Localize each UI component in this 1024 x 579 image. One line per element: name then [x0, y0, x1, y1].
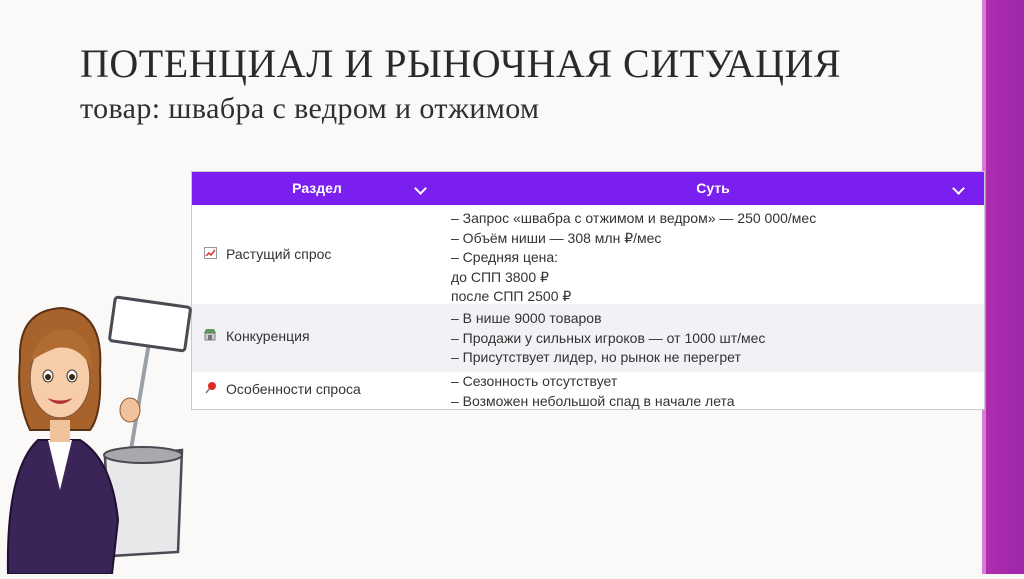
essence-line: – Средняя цена:: [451, 249, 559, 265]
page-subtitle: товар: швабра с ведром и отжимом: [80, 92, 540, 125]
essence-line: до СПП 3800 ₽: [451, 268, 549, 285]
essence-line: – Запрос «швабра с отжимом и ведром» — 250 000/мес: [451, 210, 817, 226]
market-table: [191, 171, 985, 410]
pushpin-icon: [202, 381, 218, 397]
table-row: [192, 372, 984, 409]
column-header-section-label: Раздел: [292, 180, 342, 196]
essence-line: – Объём ниши — 308 млн ₽/мес: [451, 229, 662, 246]
column-header-section[interactable]: [192, 172, 442, 205]
essence-line: – Продажи у сильных игроков — от 1000 шт/мес: [451, 329, 766, 346]
store-icon: [202, 328, 218, 344]
essence-line: – В нише 9000 товаров: [451, 310, 602, 326]
row-section-cell: [202, 246, 442, 262]
row-section-cell: [202, 381, 442, 397]
essence-line: – Присутствует лидер, но рынок не перегрет: [451, 349, 741, 365]
table-row: [192, 205, 984, 304]
woman-with-mop-and-bucket-illustration: [0, 290, 200, 574]
table-row: [192, 304, 984, 372]
row-essence-cell: [451, 309, 981, 368]
row-essence-cell: [451, 372, 981, 411]
chevron-down-icon[interactable]: [414, 182, 427, 195]
row-section-label: Особенности спроса: [226, 381, 361, 397]
column-header-essence-label: Суть: [696, 180, 730, 196]
essence-line: – Возможен небольшой спад в начале лета: [451, 392, 735, 409]
table-header: [192, 172, 984, 205]
essence-line: после СПП 2500 ₽: [451, 288, 572, 304]
chevron-down-icon[interactable]: [952, 182, 965, 195]
slide-accent-bar: [986, 0, 1024, 574]
row-essence-cell: [451, 209, 981, 307]
chart-up-icon: [202, 247, 218, 262]
essence-line: – Сезонность отсутствует: [451, 373, 618, 389]
column-header-essence[interactable]: [442, 172, 984, 205]
row-section-cell: [202, 328, 442, 344]
row-section-label: Растущий спрос: [226, 246, 332, 262]
page-title: ПОТЕНЦИАЛ И РЫНОЧНАЯ СИТУАЦИЯ: [80, 41, 842, 86]
row-section-label: Конкуренция: [226, 328, 310, 344]
